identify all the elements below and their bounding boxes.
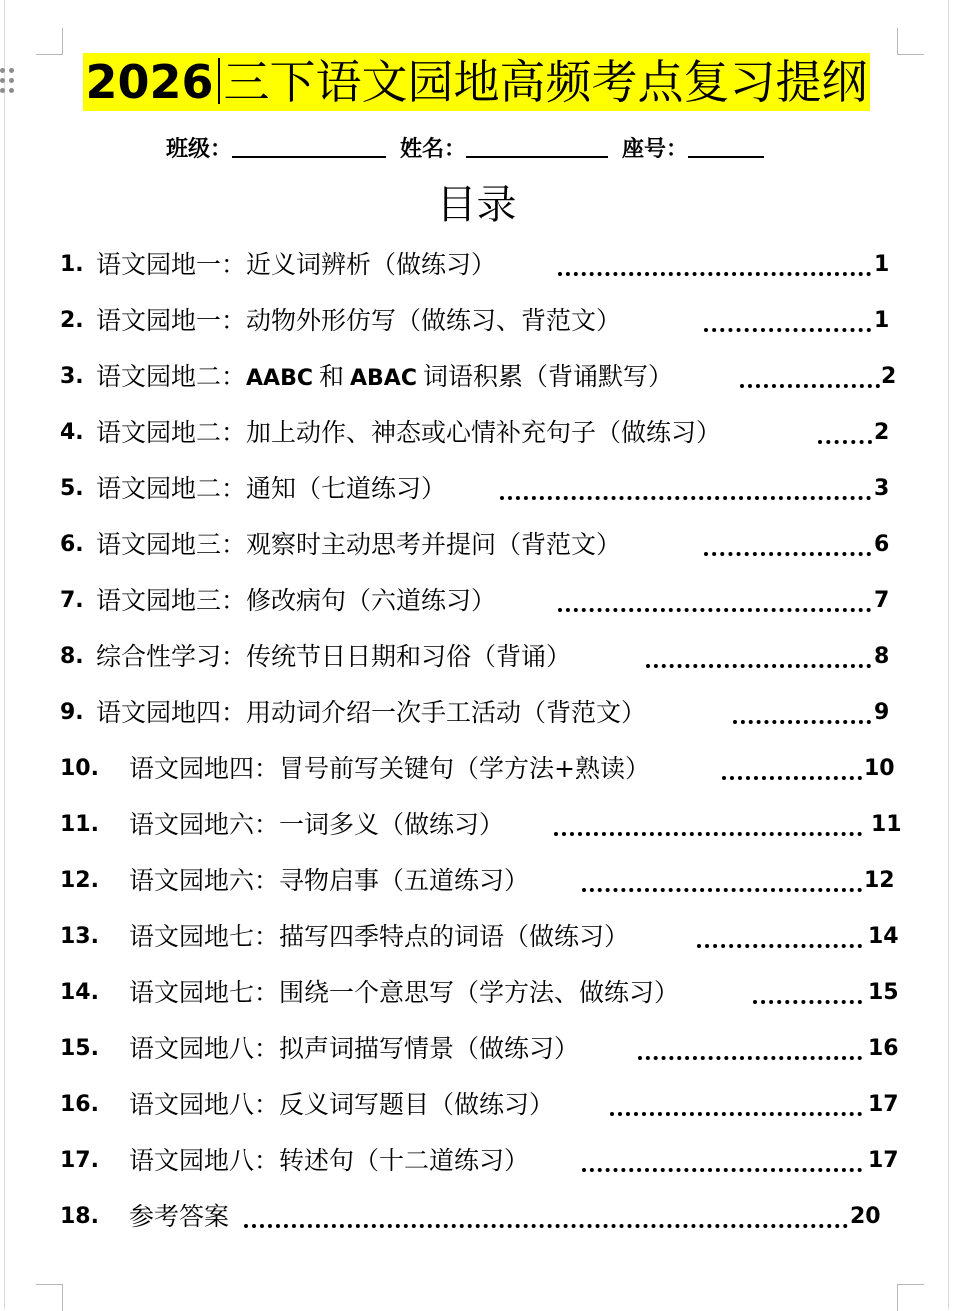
toc-entry-number: 5.: [60, 476, 84, 501]
toc-leader-dots: [753, 1000, 862, 1004]
toc-entry-number: 11.: [60, 812, 99, 837]
toc-entry-page: 9: [874, 700, 890, 725]
toc-entry-text: 语文园地二：通知（七道练习）: [96, 474, 447, 503]
title-container: [0, 53, 953, 111]
toc-leader-dots: [610, 1112, 862, 1116]
toc-leader-dots: [818, 440, 872, 444]
toc-entry-page: 7: [874, 588, 890, 613]
toc-entry-page: 20: [850, 1204, 881, 1229]
class-blank[interactable]: [232, 128, 386, 158]
crop-mark-bottom-right: [897, 1284, 924, 1311]
toc-leader-dots: [582, 1168, 862, 1172]
title-text: 三下语文园地高频考点复习提纲: [223, 55, 868, 109]
document-title[interactable]: [83, 53, 869, 111]
toc-entry-number: 6.: [60, 532, 84, 557]
toc-leader-dots: [558, 608, 871, 612]
toc-entry-page: 3: [874, 476, 890, 501]
toc-entry-page: 2: [881, 364, 897, 389]
toc-entry-page: 1: [874, 308, 890, 333]
toc-entry-page: 14: [868, 924, 899, 949]
toc-leader-dots: [646, 664, 871, 668]
toc-entry-number: 13.: [60, 924, 99, 949]
toc-leader-dots: [554, 832, 862, 836]
toc-entry-page: 17: [868, 1092, 899, 1117]
toc-leader-dots: [500, 496, 871, 500]
toc-entry-page: 16: [868, 1036, 899, 1061]
toc-entry-text: 语文园地二：AABC 和 ABAC 词语积累（背诵默写）: [96, 362, 673, 391]
toc-leader-dots: [704, 328, 871, 332]
toc-entry-text: 语文园地六：寻物启事（五道练习）: [129, 866, 530, 895]
toc-leader-dots: [582, 888, 862, 892]
toc-entry-number: 12.: [60, 868, 99, 893]
toc-entry-text: 综合性学习：传统节日日期和习俗（背诵）: [96, 642, 572, 671]
toc-entry-text: 参考答案: [129, 1202, 230, 1231]
toc-leader-dots: [733, 720, 871, 724]
toc-entry-page: 8: [874, 644, 890, 669]
toc-entry-number: 2.: [60, 308, 84, 333]
toc-entry-page: 12: [864, 868, 895, 893]
toc-title: 目录: [436, 182, 517, 228]
toc-entry-number: 15.: [60, 1036, 99, 1061]
toc-entry-text: 语文园地二：加上动作、神态或心情补充句子（做练习）: [96, 418, 722, 447]
toc-entry-text: 语文园地八：拟声词描写情景（做练习）: [129, 1034, 580, 1063]
toc-leader-dots: [722, 776, 862, 780]
toc-entry-page: 6: [874, 532, 890, 557]
crop-mark-top-left: [36, 28, 63, 55]
toc-entry-text: 语文园地四：冒号前写关键句（学方法+熟读）: [129, 754, 650, 783]
toc-entry-text: 语文园地七：围绕一个意思写（学方法、做练习）: [129, 978, 680, 1007]
toc-entry-text: 语文园地一：近义词辨析（做练习）: [96, 250, 497, 279]
crop-mark-bottom-left: [36, 1284, 63, 1311]
toc-entry-text: 语文园地四：用动词介绍一次手工活动（背范文）: [96, 698, 647, 727]
toc-leader-dots: [697, 944, 862, 948]
toc-entry-page: 2: [874, 420, 890, 445]
toc-entry-number: 16.: [60, 1092, 99, 1117]
title-year: 2026: [85, 55, 214, 109]
crop-mark-top-right: [897, 28, 924, 55]
toc-entry-text: 语文园地三：修改病句（六道练习）: [96, 586, 497, 615]
class-label: 班级：: [166, 136, 233, 162]
toc-entry-page: 1: [874, 252, 890, 277]
toc-entry-number: 18.: [60, 1204, 99, 1229]
toc-entry-text: 语文园地七：描写四季特点的词语（做练习）: [129, 922, 630, 951]
name-label: 姓名：: [400, 136, 467, 162]
toc-entry-text: 语文园地六：一词多义（做练习）: [129, 810, 505, 839]
toc-entry-number: 7.: [60, 588, 84, 613]
toc-entry-text: 语文园地八：反义词写题目（做练习）: [129, 1090, 555, 1119]
toc-entry-number: 8.: [60, 644, 84, 669]
toc-entry-page: 15: [868, 980, 899, 1005]
toc-leader-dots: [704, 552, 871, 556]
toc-entry-number: 4.: [60, 420, 84, 445]
toc-leader-dots: [244, 1224, 848, 1228]
toc-entry-number: 9.: [60, 700, 84, 725]
toc-entry-text: 语文园地一：动物外形仿写（做练习、背范文）: [96, 306, 622, 335]
student-info-line: [166, 128, 764, 167]
toc-entry-text: 语文园地三：观察时主动思考并提问（背范文）: [96, 530, 622, 559]
toc-entry-number: 1.: [60, 252, 84, 277]
seat-blank[interactable]: [688, 128, 764, 158]
toc-leader-dots: [558, 272, 871, 276]
toc-leader-dots: [638, 1056, 862, 1060]
toc-entry-text: 语文园地八：转述句（十二道练习）: [129, 1146, 530, 1175]
name-blank[interactable]: [466, 128, 608, 158]
toc-entry-number: 14.: [60, 980, 99, 1005]
toc-entry-page: 10: [864, 756, 895, 781]
toc-entry-number: 10.: [60, 756, 99, 781]
toc-entry-number: 3.: [60, 364, 84, 389]
seat-label: 座号：: [622, 136, 689, 162]
text-cursor: [218, 58, 220, 104]
toc-entry-number: 17.: [60, 1148, 99, 1173]
toc-entry-page: 11: [871, 812, 902, 837]
toc-leader-dots: [740, 384, 880, 388]
toc-entry-page: 17: [868, 1148, 899, 1173]
